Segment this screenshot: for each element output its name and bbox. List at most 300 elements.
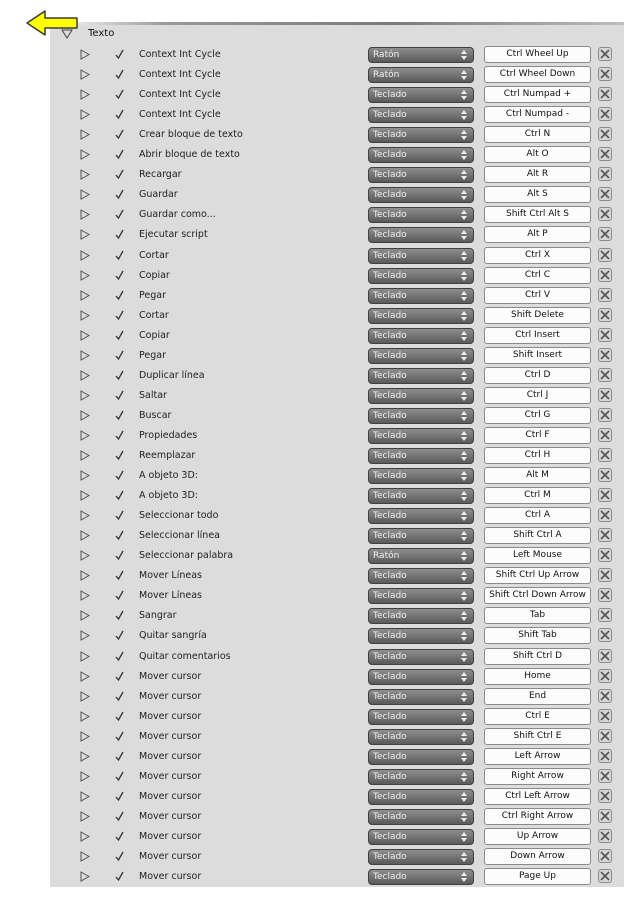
dropdown-value: Teclado [373, 651, 407, 662]
input-device-dropdown[interactable] [368, 448, 474, 464]
remove-binding-button[interactable] [598, 789, 612, 803]
checkmark-icon[interactable] [115, 329, 124, 341]
triangle-right-icon[interactable] [80, 550, 90, 561]
triangle-right-icon[interactable] [80, 330, 90, 341]
triangle-right-icon[interactable] [80, 430, 90, 441]
input-device-dropdown[interactable] [368, 308, 474, 324]
key-binding-text: End [528, 690, 547, 701]
triangle-right-icon[interactable] [80, 89, 90, 100]
updown-arrows-icon [461, 130, 467, 140]
remove-binding-button[interactable] [598, 468, 612, 482]
checkmark-icon[interactable] [115, 148, 124, 160]
x-remove-icon [600, 470, 610, 480]
checkmark-icon[interactable] [115, 790, 124, 802]
checkmark-icon[interactable] [115, 529, 124, 541]
input-device-dropdown[interactable] [368, 227, 474, 243]
remove-binding-button[interactable] [598, 548, 612, 562]
checkmark-icon[interactable] [115, 629, 124, 641]
checkmark-icon[interactable] [115, 609, 124, 621]
row-label: Mover cursor [139, 730, 202, 742]
input-device-dropdown[interactable] [368, 428, 474, 444]
triangle-right-icon[interactable] [80, 109, 90, 120]
remove-binding-button[interactable] [598, 248, 612, 262]
row-label: Context Int Cycle [139, 109, 221, 121]
key-binding-field[interactable] [484, 46, 591, 63]
input-device-dropdown[interactable] [368, 107, 474, 123]
updown-arrows-icon [461, 331, 467, 341]
row-label: Ejecutar script [139, 229, 208, 241]
triangle-right-icon[interactable] [80, 671, 90, 682]
triangle-right-icon[interactable] [80, 69, 90, 80]
checkmark-icon[interactable] [115, 830, 124, 842]
triangle-right-icon[interactable] [80, 229, 90, 240]
key-binding-field[interactable] [484, 788, 591, 805]
input-device-dropdown[interactable] [368, 729, 474, 745]
triangle-right-icon[interactable] [80, 250, 90, 261]
triangle-right-icon[interactable] [80, 290, 90, 301]
row-label: A objeto 3D: [139, 490, 198, 502]
checkmark-icon[interactable] [115, 188, 124, 200]
remove-binding-button[interactable] [598, 669, 612, 683]
checkmark-icon[interactable] [115, 208, 124, 220]
remove-binding-button[interactable] [598, 448, 612, 462]
remove-binding-button[interactable] [598, 749, 612, 763]
checkmark-icon[interactable] [115, 710, 124, 722]
remove-binding-button[interactable] [598, 709, 612, 723]
triangle-right-icon[interactable] [80, 771, 90, 782]
remove-binding-button[interactable] [598, 147, 612, 161]
key-binding-text: Shift Ctrl Alt S [506, 209, 569, 220]
row-label: Sangrar [139, 610, 177, 622]
checkmark-icon[interactable] [115, 429, 124, 441]
key-binding-field[interactable] [484, 427, 591, 444]
triangle-down-icon[interactable] [61, 29, 73, 39]
key-binding-field[interactable] [484, 607, 591, 624]
remove-binding-button[interactable] [598, 849, 612, 863]
x-remove-icon [600, 671, 610, 681]
remove-binding-button[interactable] [598, 227, 612, 241]
key-binding-field[interactable] [484, 587, 591, 604]
input-device-dropdown[interactable] [368, 127, 474, 143]
remove-binding-button[interactable] [598, 328, 612, 342]
key-binding-field[interactable] [484, 146, 591, 163]
remove-binding-button[interactable] [598, 508, 612, 522]
triangle-right-icon[interactable] [80, 590, 90, 601]
checkmark-icon[interactable] [115, 349, 124, 361]
input-device-dropdown[interactable] [368, 328, 474, 344]
updown-arrows-icon [461, 210, 467, 220]
dropdown-value: Teclado [373, 370, 407, 381]
input-device-dropdown[interactable] [368, 67, 474, 83]
key-binding-field[interactable] [484, 407, 591, 424]
dropdown-value: Teclado [373, 711, 407, 722]
key-binding-field[interactable] [484, 347, 591, 364]
triangle-right-icon[interactable] [80, 49, 90, 60]
triangle-right-icon[interactable] [80, 270, 90, 281]
checkmark-icon[interactable] [115, 228, 124, 240]
key-binding-text: Right Arrow [511, 770, 564, 781]
checkmark-icon[interactable] [115, 750, 124, 762]
keymap-row [50, 386, 624, 406]
remove-binding-button[interactable] [598, 308, 612, 322]
key-binding-field[interactable] [484, 487, 591, 504]
row-label: Mover cursor [139, 770, 202, 782]
checkmark-icon[interactable] [115, 569, 124, 581]
remove-binding-button[interactable] [598, 608, 612, 622]
x-remove-icon [600, 811, 610, 821]
input-device-dropdown[interactable] [368, 709, 474, 725]
updown-arrows-icon [461, 70, 467, 80]
checkmark-icon[interactable] [115, 449, 124, 461]
checkmark-icon[interactable] [115, 309, 124, 321]
key-binding-field[interactable] [484, 66, 591, 83]
input-device-dropdown[interactable] [368, 488, 474, 504]
keymap-row [50, 426, 624, 446]
checkmark-icon[interactable] [115, 48, 124, 60]
key-binding-text: Alt O [526, 149, 549, 160]
key-binding-text: Ctrl Left Arrow [505, 790, 570, 801]
remove-binding-button[interactable] [598, 207, 612, 221]
key-binding-field[interactable] [484, 567, 591, 584]
keymap-row [50, 626, 624, 646]
dropdown-value: Teclado [373, 410, 407, 421]
input-device-dropdown[interactable] [368, 628, 474, 644]
key-binding-field[interactable] [484, 327, 591, 344]
triangle-right-icon[interactable] [80, 791, 90, 802]
updown-arrows-icon [461, 792, 467, 802]
input-device-dropdown[interactable] [368, 388, 474, 404]
row-label: Pegar [139, 289, 166, 301]
key-binding-field[interactable] [484, 106, 591, 123]
dropdown-value: Teclado [373, 611, 407, 622]
row-label: Duplicar línea [139, 369, 205, 381]
row-label: Buscar [139, 409, 172, 421]
remove-binding-button[interactable] [598, 47, 612, 61]
input-device-dropdown[interactable] [368, 669, 474, 685]
keymap-row [50, 266, 624, 286]
key-binding-text: Shift Ctrl D [512, 650, 563, 661]
input-device-dropdown[interactable] [368, 749, 474, 765]
input-device-dropdown[interactable] [368, 528, 474, 544]
key-binding-field[interactable] [484, 126, 591, 143]
input-device-dropdown[interactable] [368, 187, 474, 203]
checkmark-icon[interactable] [115, 730, 124, 742]
updown-arrows-icon [461, 752, 467, 762]
checkmark-icon[interactable] [115, 690, 124, 702]
remove-binding-button[interactable] [598, 167, 612, 181]
input-device-dropdown[interactable] [368, 568, 474, 584]
key-binding-field[interactable] [484, 186, 591, 203]
keymap-row [50, 707, 624, 727]
key-binding-field[interactable] [484, 748, 591, 765]
key-binding-field[interactable] [484, 768, 591, 785]
remove-binding-button[interactable] [598, 769, 612, 783]
key-binding-field[interactable] [484, 527, 591, 544]
checkmark-icon[interactable] [115, 369, 124, 381]
key-binding-field[interactable] [484, 848, 591, 865]
updown-arrows-icon [461, 571, 467, 581]
x-remove-icon [600, 229, 610, 239]
triangle-right-icon[interactable] [80, 691, 90, 702]
key-binding-field[interactable] [484, 868, 591, 885]
remove-binding-button[interactable] [598, 729, 612, 743]
keymap-row [50, 867, 624, 887]
row-label: Copiar [139, 269, 170, 281]
key-binding-text: Ctrl Wheel Down [499, 69, 576, 80]
updown-arrows-icon [461, 652, 467, 662]
keymap-row [50, 446, 624, 466]
key-binding-field[interactable] [484, 287, 591, 304]
input-device-dropdown[interactable] [368, 849, 474, 865]
row-label: Mover cursor [139, 690, 202, 702]
dropdown-value: Teclado [373, 831, 407, 842]
triangle-right-icon[interactable] [80, 450, 90, 461]
input-device-dropdown[interactable] [368, 689, 474, 705]
remove-binding-button[interactable] [598, 689, 612, 703]
x-remove-icon [600, 109, 610, 119]
checkmark-icon[interactable] [115, 108, 124, 120]
keymap-row [50, 306, 624, 326]
keymap-row [50, 185, 624, 205]
x-remove-icon [600, 630, 610, 640]
key-binding-text: Up Arrow [516, 830, 559, 841]
section-title: Texto [88, 28, 115, 39]
input-device-dropdown[interactable] [368, 508, 474, 524]
remove-binding-button[interactable] [598, 528, 612, 542]
triangle-right-icon[interactable] [80, 490, 90, 501]
keymap-row [50, 767, 624, 787]
keymap-row [50, 847, 624, 867]
triangle-right-icon[interactable] [80, 410, 90, 421]
dropdown-value: Teclado [373, 90, 407, 101]
keymap-row [50, 586, 624, 606]
triangle-right-icon[interactable] [80, 811, 90, 822]
triangle-right-icon[interactable] [80, 169, 90, 180]
row-label: Mover cursor [139, 750, 202, 762]
remove-binding-button[interactable] [598, 288, 612, 302]
key-binding-field[interactable] [484, 387, 591, 404]
key-binding-field[interactable] [484, 728, 591, 745]
triangle-right-icon[interactable] [80, 610, 90, 621]
row-label: Context Int Cycle [139, 69, 221, 81]
key-binding-field[interactable] [484, 547, 591, 564]
triangle-right-icon[interactable] [80, 731, 90, 742]
remove-binding-button[interactable] [598, 408, 612, 422]
checkmark-icon[interactable] [115, 770, 124, 782]
input-device-dropdown[interactable] [368, 588, 474, 604]
remove-binding-button[interactable] [598, 649, 612, 663]
checkmark-icon[interactable] [115, 249, 124, 261]
triangle-right-icon[interactable] [80, 711, 90, 722]
key-binding-field[interactable] [484, 828, 591, 845]
key-binding-text: Tab [529, 610, 546, 621]
remove-binding-button[interactable] [598, 568, 612, 582]
updown-arrows-icon [461, 852, 467, 862]
triangle-right-icon[interactable] [80, 209, 90, 220]
input-device-dropdown[interactable] [368, 608, 474, 624]
remove-binding-button[interactable] [598, 348, 612, 362]
updown-arrows-icon [461, 291, 467, 301]
triangle-right-icon[interactable] [80, 630, 90, 641]
checkmark-icon[interactable] [115, 549, 124, 561]
keymap-row [50, 286, 624, 306]
row-label: Mover cursor [139, 830, 202, 842]
key-binding-field[interactable] [484, 467, 591, 484]
input-device-dropdown[interactable] [368, 47, 474, 63]
remove-binding-button[interactable] [598, 869, 612, 883]
triangle-right-icon[interactable] [80, 189, 90, 200]
triangle-right-icon[interactable] [80, 751, 90, 762]
input-device-dropdown[interactable] [368, 809, 474, 825]
section-header-texto[interactable] [50, 25, 624, 45]
remove-binding-button[interactable] [598, 829, 612, 843]
triangle-right-icon[interactable] [80, 570, 90, 581]
dropdown-value: Teclado [373, 491, 407, 502]
remove-binding-button[interactable] [598, 67, 612, 81]
triangle-right-icon[interactable] [80, 470, 90, 481]
key-binding-field[interactable] [484, 447, 591, 464]
triangle-right-icon[interactable] [80, 149, 90, 160]
key-binding-text: Left Arrow [514, 750, 561, 761]
key-binding-field[interactable] [484, 648, 591, 665]
keymap-row [50, 647, 624, 667]
keymap-row [50, 727, 624, 747]
row-label: Mover cursor [139, 810, 202, 822]
key-binding-text: Ctrl Insert [515, 329, 560, 340]
remove-binding-button[interactable] [598, 488, 612, 502]
checkmark-icon[interactable] [115, 128, 124, 140]
input-device-dropdown[interactable] [368, 288, 474, 304]
remove-binding-button[interactable] [598, 368, 612, 382]
input-device-dropdown[interactable] [368, 207, 474, 223]
remove-binding-button[interactable] [598, 187, 612, 201]
input-device-dropdown[interactable] [368, 468, 474, 484]
key-binding-field[interactable] [484, 627, 591, 644]
updown-arrows-icon [461, 351, 467, 361]
key-binding-field[interactable] [484, 86, 591, 103]
input-device-dropdown[interactable] [368, 348, 474, 364]
input-device-dropdown[interactable] [368, 789, 474, 805]
remove-binding-button[interactable] [598, 588, 612, 602]
x-remove-icon [600, 570, 610, 580]
key-binding-field[interactable] [484, 166, 591, 183]
input-device-dropdown[interactable] [368, 248, 474, 264]
updown-arrows-icon [461, 551, 467, 561]
remove-binding-button[interactable] [598, 628, 612, 642]
dropdown-value: Teclado [373, 310, 407, 321]
triangle-right-icon[interactable] [80, 831, 90, 842]
input-device-dropdown[interactable] [368, 87, 474, 103]
updown-arrows-icon [461, 50, 467, 60]
input-device-dropdown[interactable] [368, 548, 474, 564]
row-label: Cortar [139, 309, 169, 321]
key-binding-field[interactable] [484, 668, 591, 685]
remove-binding-button[interactable] [598, 428, 612, 442]
keymap-row [50, 225, 624, 245]
checkmark-icon[interactable] [115, 870, 124, 882]
checkmark-icon[interactable] [115, 589, 124, 601]
checkmark-icon[interactable] [115, 409, 124, 421]
remove-binding-button[interactable] [598, 87, 612, 101]
triangle-right-icon[interactable] [80, 651, 90, 662]
remove-binding-button[interactable] [598, 268, 612, 282]
key-binding-field[interactable] [484, 507, 591, 524]
x-remove-icon [600, 851, 610, 861]
x-remove-icon [600, 651, 610, 661]
key-binding-field[interactable] [484, 708, 591, 725]
keymap-row [50, 526, 624, 546]
remove-binding-button[interactable] [598, 388, 612, 402]
input-device-dropdown[interactable] [368, 829, 474, 845]
checkmark-icon[interactable] [115, 269, 124, 281]
input-device-dropdown[interactable] [368, 368, 474, 384]
triangle-right-icon[interactable] [80, 871, 90, 882]
checkmark-icon[interactable] [115, 289, 124, 301]
updown-arrows-icon [461, 471, 467, 481]
triangle-right-icon[interactable] [80, 310, 90, 321]
x-remove-icon [600, 771, 610, 781]
checkmark-icon[interactable] [115, 469, 124, 481]
triangle-right-icon[interactable] [80, 530, 90, 541]
key-binding-field[interactable] [484, 307, 591, 324]
input-device-dropdown[interactable] [368, 649, 474, 665]
x-remove-icon [600, 270, 610, 280]
checkmark-icon[interactable] [115, 88, 124, 100]
input-device-dropdown[interactable] [368, 268, 474, 284]
input-device-dropdown[interactable] [368, 869, 474, 885]
triangle-right-icon[interactable] [80, 370, 90, 381]
key-binding-field[interactable] [484, 226, 591, 243]
triangle-right-icon[interactable] [80, 129, 90, 140]
checkmark-icon[interactable] [115, 670, 124, 682]
key-binding-field[interactable] [484, 247, 591, 264]
x-remove-icon [600, 711, 610, 721]
triangle-right-icon[interactable] [80, 390, 90, 401]
triangle-right-icon[interactable] [80, 350, 90, 361]
triangle-right-icon[interactable] [80, 510, 90, 521]
input-device-dropdown[interactable] [368, 769, 474, 785]
triangle-right-icon[interactable] [80, 851, 90, 862]
updown-arrows-icon [461, 451, 467, 461]
remove-binding-button[interactable] [598, 127, 612, 141]
remove-binding-button[interactable] [598, 809, 612, 823]
checkmark-icon[interactable] [115, 168, 124, 180]
checkmark-icon[interactable] [115, 650, 124, 662]
key-binding-field[interactable] [484, 808, 591, 825]
key-binding-field[interactable] [484, 688, 591, 705]
checkmark-icon[interactable] [115, 389, 124, 401]
checkmark-icon[interactable] [115, 850, 124, 862]
dropdown-value: Teclado [373, 190, 407, 201]
key-binding-field[interactable] [484, 206, 591, 223]
keymap-row [50, 687, 624, 707]
updown-arrows-icon [461, 230, 467, 240]
checkmark-icon[interactable] [115, 509, 124, 521]
input-device-dropdown[interactable] [368, 147, 474, 163]
keymap-row [50, 125, 624, 145]
remove-binding-button[interactable] [598, 107, 612, 121]
input-device-dropdown[interactable] [368, 167, 474, 183]
checkmark-icon[interactable] [115, 68, 124, 80]
key-binding-field[interactable] [484, 267, 591, 284]
updown-arrows-icon [461, 251, 467, 261]
checkmark-icon[interactable] [115, 489, 124, 501]
checkmark-icon[interactable] [115, 810, 124, 822]
input-device-dropdown[interactable] [368, 408, 474, 424]
key-binding-field[interactable] [484, 367, 591, 384]
dropdown-value: Teclado [373, 872, 407, 883]
x-remove-icon [600, 149, 610, 159]
